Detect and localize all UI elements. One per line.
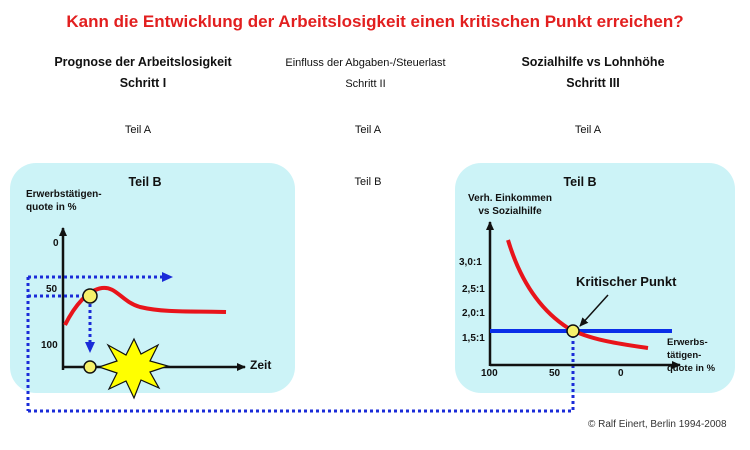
right-xtick-0: 0 <box>618 368 624 379</box>
left-curve-marker <box>83 289 97 303</box>
right-ylabel-line1: Verh. Einkommen <box>468 193 552 204</box>
right-xlabel-line1: Erwerbs- <box>667 337 708 348</box>
column-heading-3: Sozialhilfe vs Lohnhöhe <box>521 55 665 69</box>
right-xtick-100: 100 <box>481 368 498 379</box>
burst-icon <box>99 339 168 398</box>
column-part-a-1: Teil A <box>124 124 152 136</box>
critical-point-marker <box>567 325 579 337</box>
column-step-3: Schritt III <box>566 76 620 90</box>
right-ytick-2-0: 2,0:1 <box>462 308 485 319</box>
left-panel-title: Teil B <box>128 175 162 189</box>
right-ytick-1-5: 1,5:1 <box>462 333 485 344</box>
right-ytick-2-5: 2,5:1 <box>462 284 485 295</box>
copyright: © Ralf Einert, Berlin 1994-2008 <box>588 419 727 430</box>
right-ylabel-line2: vs Sozialhilfe <box>478 206 542 217</box>
critical-point-label: Kritischer Punkt <box>576 274 677 289</box>
left-ylabel-line2: quote in % <box>26 202 77 213</box>
left-xlabel: Zeit <box>250 358 272 372</box>
column-step-1: Schritt I <box>119 76 167 90</box>
right-panel-title: Teil B <box>563 175 597 189</box>
left-tick-50: 50 <box>46 284 58 295</box>
left-tick-0: 0 <box>53 238 59 249</box>
right-xtick-50: 50 <box>549 368 561 379</box>
column-step-2: Schritt II <box>345 78 386 90</box>
right-ytick-3-0: 3,0:1 <box>459 257 482 268</box>
column-heading-1: Prognose der Arbeitslosigkeit <box>54 55 232 69</box>
right-xlabel-line2: tätigen- <box>667 350 702 361</box>
left-axis-marker <box>84 361 96 373</box>
left-tick-100: 100 <box>41 340 58 351</box>
column-part-b-2: Teil B <box>354 176 382 188</box>
column-part-a-3: Teil A <box>574 124 602 136</box>
left-ylabel-line1: Erwerbstätigen- <box>26 189 102 200</box>
column-part-a-2: Teil A <box>354 124 382 136</box>
page-title: Kann die Entwicklung der Arbeitslosigkeit einen kritischen Punkt erreichen? <box>66 12 684 31</box>
right-xlabel-line3: quote in % <box>667 363 716 374</box>
column-heading-2: Einfluss der Abgaben-/Steuerlast <box>285 57 446 69</box>
annotation-arrow <box>580 295 608 326</box>
